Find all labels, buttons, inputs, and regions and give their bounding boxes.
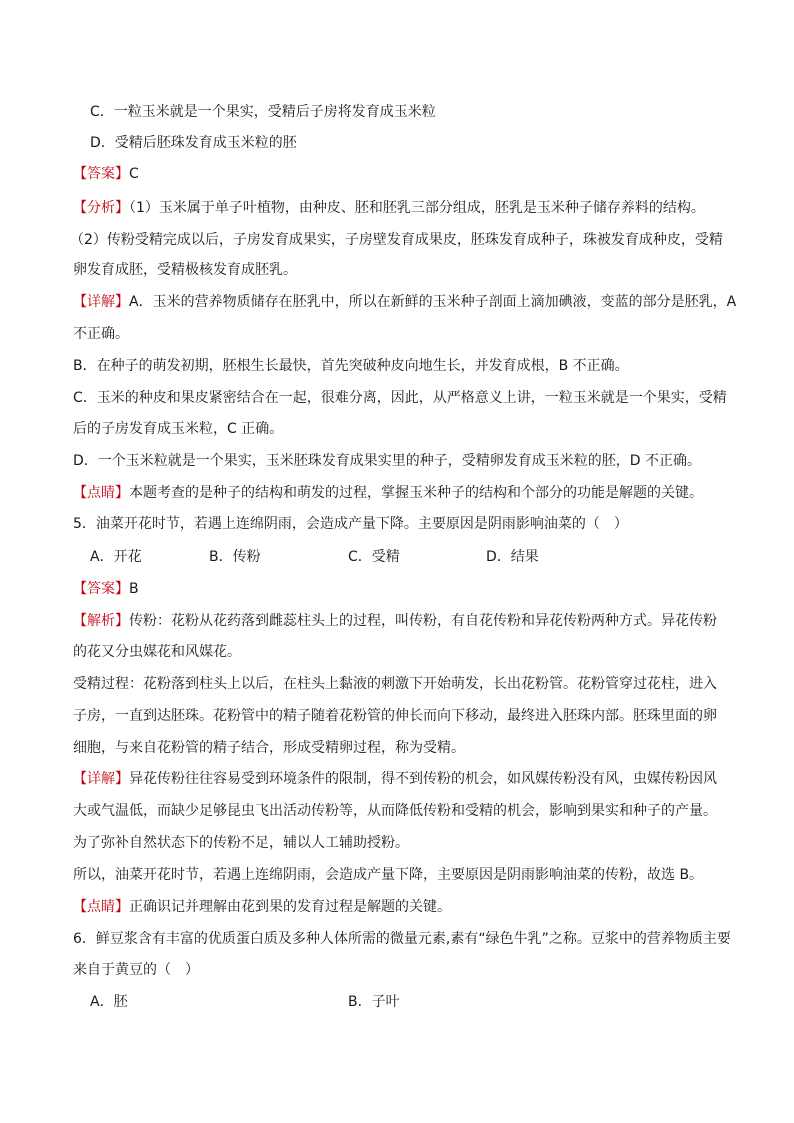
q4-answer [73,165,139,183]
option-d: D．受精后胚珠发育成玉米粒的胚 [90,135,297,151]
q5-detail-line-1 [73,770,717,788]
q4-analysis-line-1 [73,199,705,217]
answer-value: C [129,166,139,182]
q5-option-b: B．传粉 [209,549,261,565]
q5-answer [73,580,139,598]
detail-text: A．玉米的营养物质储存在胚乳中，所以在新鲜的玉米种子剖面上滴加碘液，变蓝的部分是胚乳，A [129,294,737,310]
q5-comment [73,898,451,916]
comment-text: 本题考查的是种子的结构和萌发的过程，掌握玉米种子的结构和个部分的功能是解题的关键。 [129,485,703,501]
detail-tag: 【详解】 [73,771,129,787]
comment-tag: 【点睛】 [73,899,129,915]
q4-detail-line-2: 不正确。 [73,326,129,342]
q5-detail-line-3: 为了弥补自然状态下的传粉不足，辅以人工辅助授粉。 [73,835,409,851]
q4-detail-line-5: 后的子房发育成玉米粒，C 正确。 [73,421,284,437]
detail-text: 异花传粉往往容易受到环境条件的限制，得不到传粉的机会，如风媒传粉没有风，虫媒传粉因风 [129,771,717,787]
q5-detail-line-2: 大或气温低，而缺少足够昆虫飞出活动传粉等，从而降低传粉和受精的机会，影响到果实和种子的产量。 [73,803,717,819]
q6-stem-line-2: 来自于黄豆的（ ） [73,962,199,978]
q4-analysis-line-3: 卵发育成胚，受精极核发育成胚乳。 [73,262,297,278]
q5-option-c: C．受精 [348,549,400,565]
q4-comment [73,484,703,502]
q4-detail-line-1 [73,293,736,311]
q5-option-d: D．结果 [486,549,539,565]
q6-option-b: B．子叶 [348,994,400,1010]
q4-detail-line-6: D．一个玉米粒就是一个果实，玉米胚珠发育成果实里的种子，受精卵发育成玉米粒的胚，D 不正确。 [73,453,702,469]
q5-fert-line-3: 细胞，与来自花粉管的精子结合，形成受精卵过程，称为受精。 [73,740,465,756]
answer-tag: 【答案】 [73,166,129,182]
q5-explain-line-2: 的花又分虫媒花和风媒花。 [73,644,241,660]
explain-tag: 【解析】 [73,613,129,629]
q6-options [90,993,490,1011]
q5-options [90,548,690,566]
q5-explain-line-1 [73,612,717,630]
q5-fert-line-2: 子房，一直到达胚珠。花粉管中的精子随着花粉管的伸长而向下移动，最终进入胚珠内部。胚珠里面的卵 [73,708,717,724]
q4-detail-line-4: C．玉米的种皮和果皮紧密结合在一起，很难分离，因此，从严格意义上讲，一粒玉米就是一个果实，受精 [73,390,727,406]
answer-tag: 【答案】 [73,581,129,597]
q6-stem-line-1: 6．鲜豆浆含有丰富的优质蛋白质及多种人体所需的微量元素,素有“绿色牛乳”之称。豆浆中的营养物质主要 [73,931,731,947]
q5-detail-line-4: 所以，油菜开花时节，若遇上连绵阴雨，会造成产量下降，主要原因是阴雨影响油菜的传粉，故选 B。 [73,867,704,883]
analysis-tag: 【分析】 [73,200,129,216]
answer-value: B [129,581,139,597]
analysis-text: （1）玉米属于单子叶植物，由种皮、胚和胚乳三部分组成，胚乳是玉米种子储存养料的结构。 [129,200,705,216]
q4-analysis-line-2: （2）传粉受精完成以后，子房发育成果实，子房壁发育成果皮，胚珠发育成种子，珠被发育成种皮，受精 [70,232,723,248]
q5-fert-line-1: 受精过程：花粉落到柱头上以后，在柱头上黏液的刺激下开始萌发，长出花粉管。花粉管穿过花柱，进入 [73,676,717,692]
q5-option-a: A．开花 [90,549,142,565]
explain-text: 传粉：花粉从花药落到雌蕊柱头上的过程，叫传粉，有自花传粉和异花传粉两种方式。异花传粉 [129,613,717,629]
option-c: C．一粒玉米就是一个果实，受精后子房将发育成玉米粒 [90,104,436,120]
comment-tag: 【点睛】 [73,485,129,501]
comment-text: 正确识记并理解由花到果的发育过程是解题的关键。 [129,899,451,915]
q4-detail-line-3: B．在种子的萌发初期，胚根生长最快，首先突破种皮向地生长，并发育成根，B 不正确。 [73,358,629,374]
q5-stem: 5．油菜开花时节，若遇上连绵阴雨，会造成产量下降。主要原因是阴雨影响油菜的（ ） [73,516,628,532]
q6-option-a: A．胚 [90,994,128,1010]
detail-tag: 【详解】 [73,294,129,310]
